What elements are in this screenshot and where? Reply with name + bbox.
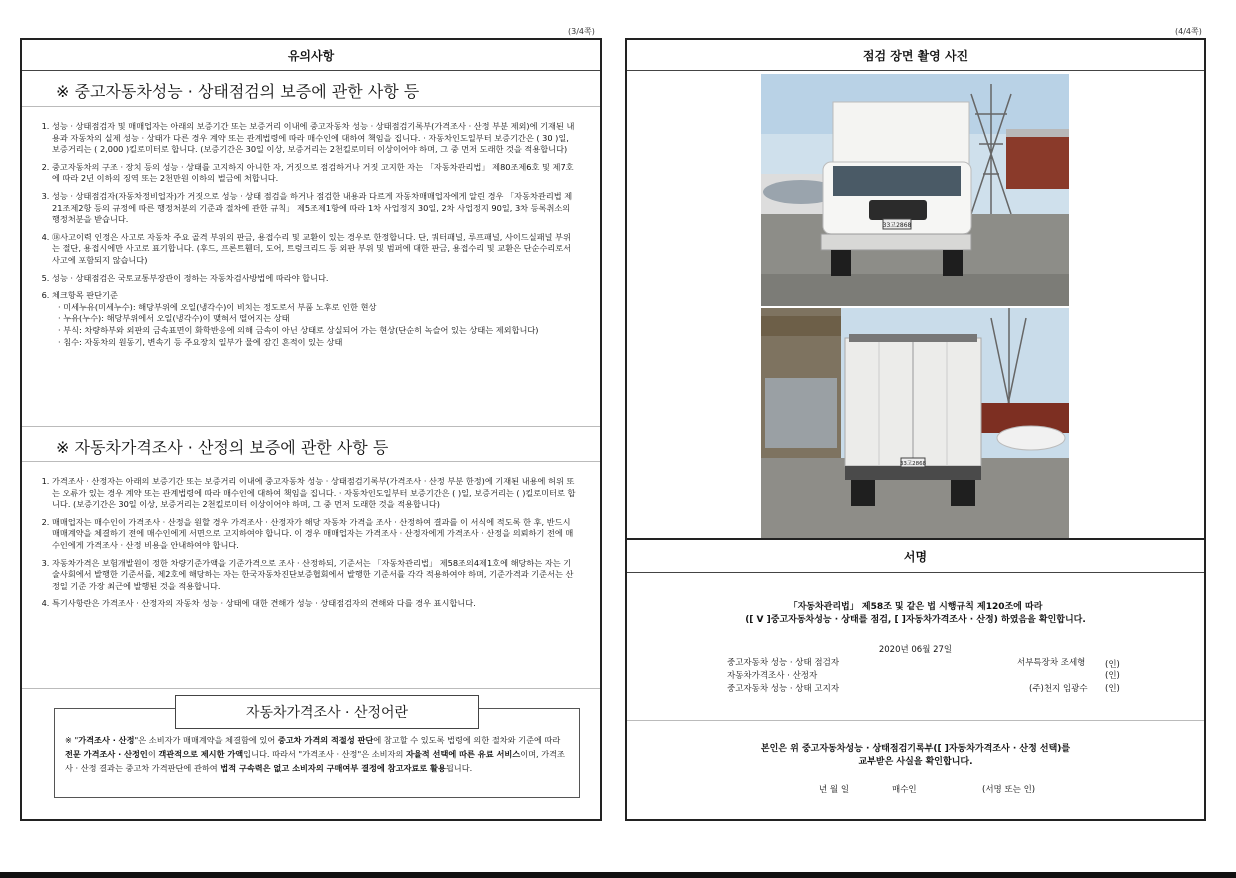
signer-name: (주)천지 임광수 [1029, 684, 1088, 694]
price-notice-box [54, 705, 580, 798]
buyer-label: 매수인 [892, 785, 917, 795]
divider [22, 688, 600, 689]
list-item: 2. 매매업자는 매수인이 가격조사 · 산정을 원할 경우 가격조사 · 산정자가 해당 자동차 가격을 조사 · 산정하여 결과를 이 서식에 적도록 한 후, 반드시 매매계약을 체결하기 전에 매수인에게 서면으로 고지하여야 합니다. 이 경우 매매업자는 가격조사 · 산정자에게 가격조사 · 산정을 의뢰하기 전에 매수인에게 가격조사 · 산정 비용을 안내하여야 합니다. [52, 517, 600, 552]
seal-mark: (인) [1105, 660, 1120, 670]
signer-name: 서부특장차 조세형 [1017, 658, 1086, 668]
truck-front-photo [761, 74, 1069, 306]
front-plate-text: 33고2868 [882, 222, 912, 229]
list-item: 1. 성능 · 상태점검자 및 매매업자는 아래의 보증기간 또는 보증거리 이내에 중고자동차 성능 · 상태점검기록부(가격조사 · 산정 부분 제외)에 기재된 내용과 자동차의 실제 성능 · 상태가 다른 경우 계약 또는 관계법령에 따라 매수인에 대하여 책임을 집니다. · 자동차인도일부터 보증기간은 ( 30 )일, 보증거리는 ( 2,000 )킬로미터로 합니다. (보증기간은 30일 이상, 보증거리는 2천킬로미터 이상이어야 하며, 그 중 먼저 도래한 것을 적용합니다) [52, 121, 600, 156]
notes-panel [20, 38, 602, 821]
bottom-bar [0, 872, 1236, 878]
buyer-confirm-line: 교부받은 사실을 확인합니다. [858, 757, 973, 767]
photo-sign-panel [625, 38, 1206, 821]
buyer-confirm-line: 본인은 위 중고자동차성능 · 상태점검기록부([ ]자동차가격조사 · 산정 선택)를 [760, 744, 1071, 754]
page-number-left: (3/4쪽) [568, 27, 595, 36]
list-item: 5. 성능 · 상태점검은 국토교통부장관이 정하는 자동차검사방법에 따라야 합니다. [52, 273, 600, 285]
signer-role: 중고자동차 성능 · 상태 점검자 [727, 658, 840, 668]
price-notice-text: ※ "가격조사 · 산정"은 소비자가 매매계약을 체결함에 있어 중고차 가격의 적절성 판단에 참고할 수 있도록 법령에 의한 절차와 기준에 따라 전문 가격조사 · 산정인이 객관적으로 제시한 가액입니다. 따라서 "가격조사 · 산정"은 소비자의 자율적 선택에 따른 유료 서비스이며, 가격조사 · 산정 결과는 중고차 가격판단에 관하여 법적 구속력은 없고 소비자의 구매여부 결정에 참고자료로 활용됩니다. [65, 735, 565, 773]
confirmation-scope-line: ([ V ]중고자동차성능 · 상태를 점검, [ ]자동차가격조사 · 산정) 하였음을 확인합니다. [745, 615, 1086, 625]
legal-basis-line: 「자동차관리법」 제58조 및 같은 법 시행규칙 제120조에 따라 [788, 602, 1043, 612]
criteria-item: · 누유(누수): 해당부위에서 오일(냉각수)이 맺혀서 떨어지는 상태 [58, 313, 290, 324]
signer-role: 자동차가격조사 · 산정자 [727, 671, 818, 681]
criteria-item: · 부식: 차량하부와 외판의 금속표면이 화학반응에 의해 금속이 아닌 상태로 상실되어 가는 현상(단순히 녹슬어 있는 상태는 제외합니다) [58, 324, 539, 335]
list-item: 1. 가격조사 · 산정자는 아래의 보증기간 또는 보증거리 이내에 중고자동차 성능 · 상태점검기록부(가격조사 · 산정 부분 한정)에 기재된 내용에 허위 또는 오류가 있는 경우 계약 또는 관계법령에 따라 매수인에 대하여 책임을 집니다. · 자동차인도일부터 보증기간은 ( )일, 보증거리는 ( )킬로미터로 합니다. (보증기간은 30일 이상, 보증거리는 2천킬로미터 이상이어야 하며, 그 중 먼저 도래한 것을 적용합니다) [52, 476, 600, 511]
list-item: 3. 성능 · 상태점검자(자동차정비업자)가 거짓으로 성능 · 상태 점검을 하거나 점검한 내용과 다르게 자동차매매업자에게 알린 경우 「자동차관리법 제21조제2항 등의 규정에 따른 행정처분의 기준과 절차에 관한 규칙」 제5조제1항에 따라 1차 사업정지 30일, 2차 사업정지 90일, 3차 등록취소의 행정처분을 받습니다. [52, 191, 600, 226]
list-item: 4. 특기사항란은 가격조사 · 산정자의 자동차 성능 · 상태에 대한 견해가 성능 · 상태점검자의 견해와 다를 경우 표시합니다. [52, 598, 600, 610]
criteria-item: · 침수: 자동차의 원동기, 변속기 등 주요장치 일부가 물에 잠긴 흔적이 있는 상태 [58, 336, 343, 347]
section-inspection-warranty-title: ※ 중고자동차성능 · 상태점검의 보증에 관한 사항 등 [22, 71, 600, 107]
photo-header: 점검 장면 촬영 사진 [627, 40, 1204, 71]
price-notice-title: 자동차가격조사 · 산정어란 [175, 695, 479, 729]
inspection-date: 2020년 06월 27일 [878, 645, 953, 655]
buyer-date: 년 월 일 [819, 785, 850, 795]
criteria-list [52, 302, 578, 348]
list-item: 3. 자동차가격은 보험개발원이 정한 차량기준가액을 기준가격으로 조사 · 산정하되, 기준서는 「자동차관리법」 제58조의4제1호에 해당하는 자는 기술사회에서 발행한 기준서를, 제2호에 해당하는 자는 한국자동차진단보증협회에서 발행한 기준서를 각각 적용하여야 하며, 기준가격과 기준서는 산정일 기준 가장 최근에 발행된 것을 적용합니다. [52, 558, 600, 593]
list-item [52, 290, 600, 348]
list-item: 4. ⑱사고이력 인정은 사고로 자동차 주요 골격 부위의 판금, 용접수리 및 교환이 있는 경우로 한정합니다. 단, 쿼터패널, 루프패널, 사이드실패널 부위는 절단, 용접시에만 사고로 표기합니다. (후드, 프론트휀더, 도어, 트렁크리드 등 외판 부위 및 범퍼에 대한 판금, 용접수리 및 교환은 단순수리로서 사고에 포함되지 않습니다) [52, 232, 600, 267]
section-price-warranty-title: ※ 자동차가격조사 · 산정의 보증에 관한 사항 등 [22, 426, 600, 462]
buyer-signature-field[interactable]: (서명 또는 인) [982, 785, 1036, 795]
buyer-confirmation [627, 720, 1204, 795]
signature-header: 서명 [627, 538, 1204, 573]
criteria-item: · 미세누유(미세누수): 해당부위에 오일(냉각수)이 비치는 정도로서 부품 노후로 인한 현상 [58, 301, 377, 312]
page-number-right: (4/4쪽) [1175, 27, 1202, 36]
signer-role: 중고자동차 성능 · 상태 고지자 [727, 684, 840, 694]
truck-rear-photo [761, 308, 1069, 540]
seal-mark: (인) [1105, 684, 1120, 694]
rear-plate-text: 33고2868 [899, 461, 927, 467]
notes-header: 유의사항 [22, 40, 600, 71]
list-item: 2. 중고자동차의 구조 · 장치 등의 성능 · 상태를 고지하지 아니한 자, 거짓으로 점검하거나 거짓 고지한 자는 「자동차관리법」 제80조제6호 및 제7호에 따라 2년 이하의 징역 또는 2천만원 이하의 벌금에 처합니다. [52, 162, 600, 185]
seal-mark: (인) [1105, 671, 1120, 681]
signature-section [627, 538, 1204, 694]
criteria-heading: 체크항목 판단기준 [52, 290, 118, 301]
price-warranty-list [22, 476, 600, 616]
inspection-warranty-list [22, 121, 600, 348]
